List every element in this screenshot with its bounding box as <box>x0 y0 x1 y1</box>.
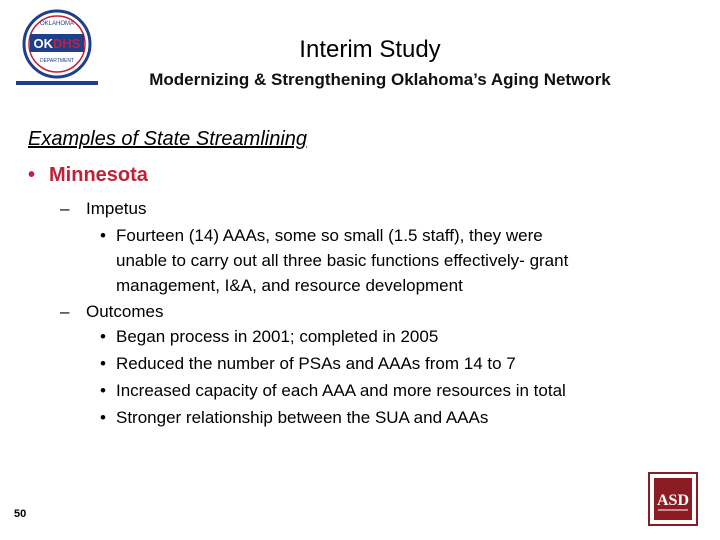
svg-text:DEPARTMENT: DEPARTMENT <box>40 58 74 64</box>
bullet-marker: • <box>100 408 106 427</box>
outcome-text: Began process in 2001; completed in 2005 <box>116 327 439 346</box>
slide-title: Interim Study <box>299 36 441 63</box>
impetus-label: Impetus <box>86 199 147 218</box>
bullet-marker: • <box>100 381 106 400</box>
section-heading: Examples of State Streamlining <box>28 128 308 150</box>
bullet-marker: • <box>100 226 106 245</box>
state-bullet <box>28 164 148 187</box>
outcome-text: Increased capacity of each AAA and more resources in total <box>116 381 566 400</box>
bullet-marker: • <box>100 327 106 346</box>
svg-text:OKDHS: OKDHS <box>33 36 81 51</box>
bullet-marker: • <box>28 164 36 186</box>
impetus-line: Fourteen (14) AAAs, some so small (1.5 staff), they were <box>116 226 543 245</box>
svg-text:OKLAHOMA: OKLAHOMA <box>39 21 75 27</box>
state-name: Minnesota <box>49 164 148 186</box>
svg-text:ASD: ASD <box>656 492 690 509</box>
impetus-line: unable to carry out all three basic functions effectively- grant <box>116 251 569 270</box>
outcome-text: Stronger relationship between the SUA and AAAs <box>116 408 489 427</box>
bullet-marker: • <box>100 354 106 373</box>
outcomes-label: Outcomes <box>86 302 164 321</box>
slide-subtitle: Modernizing & Strengthening Oklahoma’s Aging Network <box>149 70 611 89</box>
asd-logo-icon <box>648 472 698 526</box>
outcome-text: Reduced the number of PSAs and AAAs from 14 to 7 <box>116 354 516 373</box>
page-number: 50 <box>14 508 27 520</box>
dash-marker: – <box>60 199 70 218</box>
impetus-line: management, I&A, and resource development <box>116 276 463 295</box>
dash-marker: – <box>60 302 70 321</box>
